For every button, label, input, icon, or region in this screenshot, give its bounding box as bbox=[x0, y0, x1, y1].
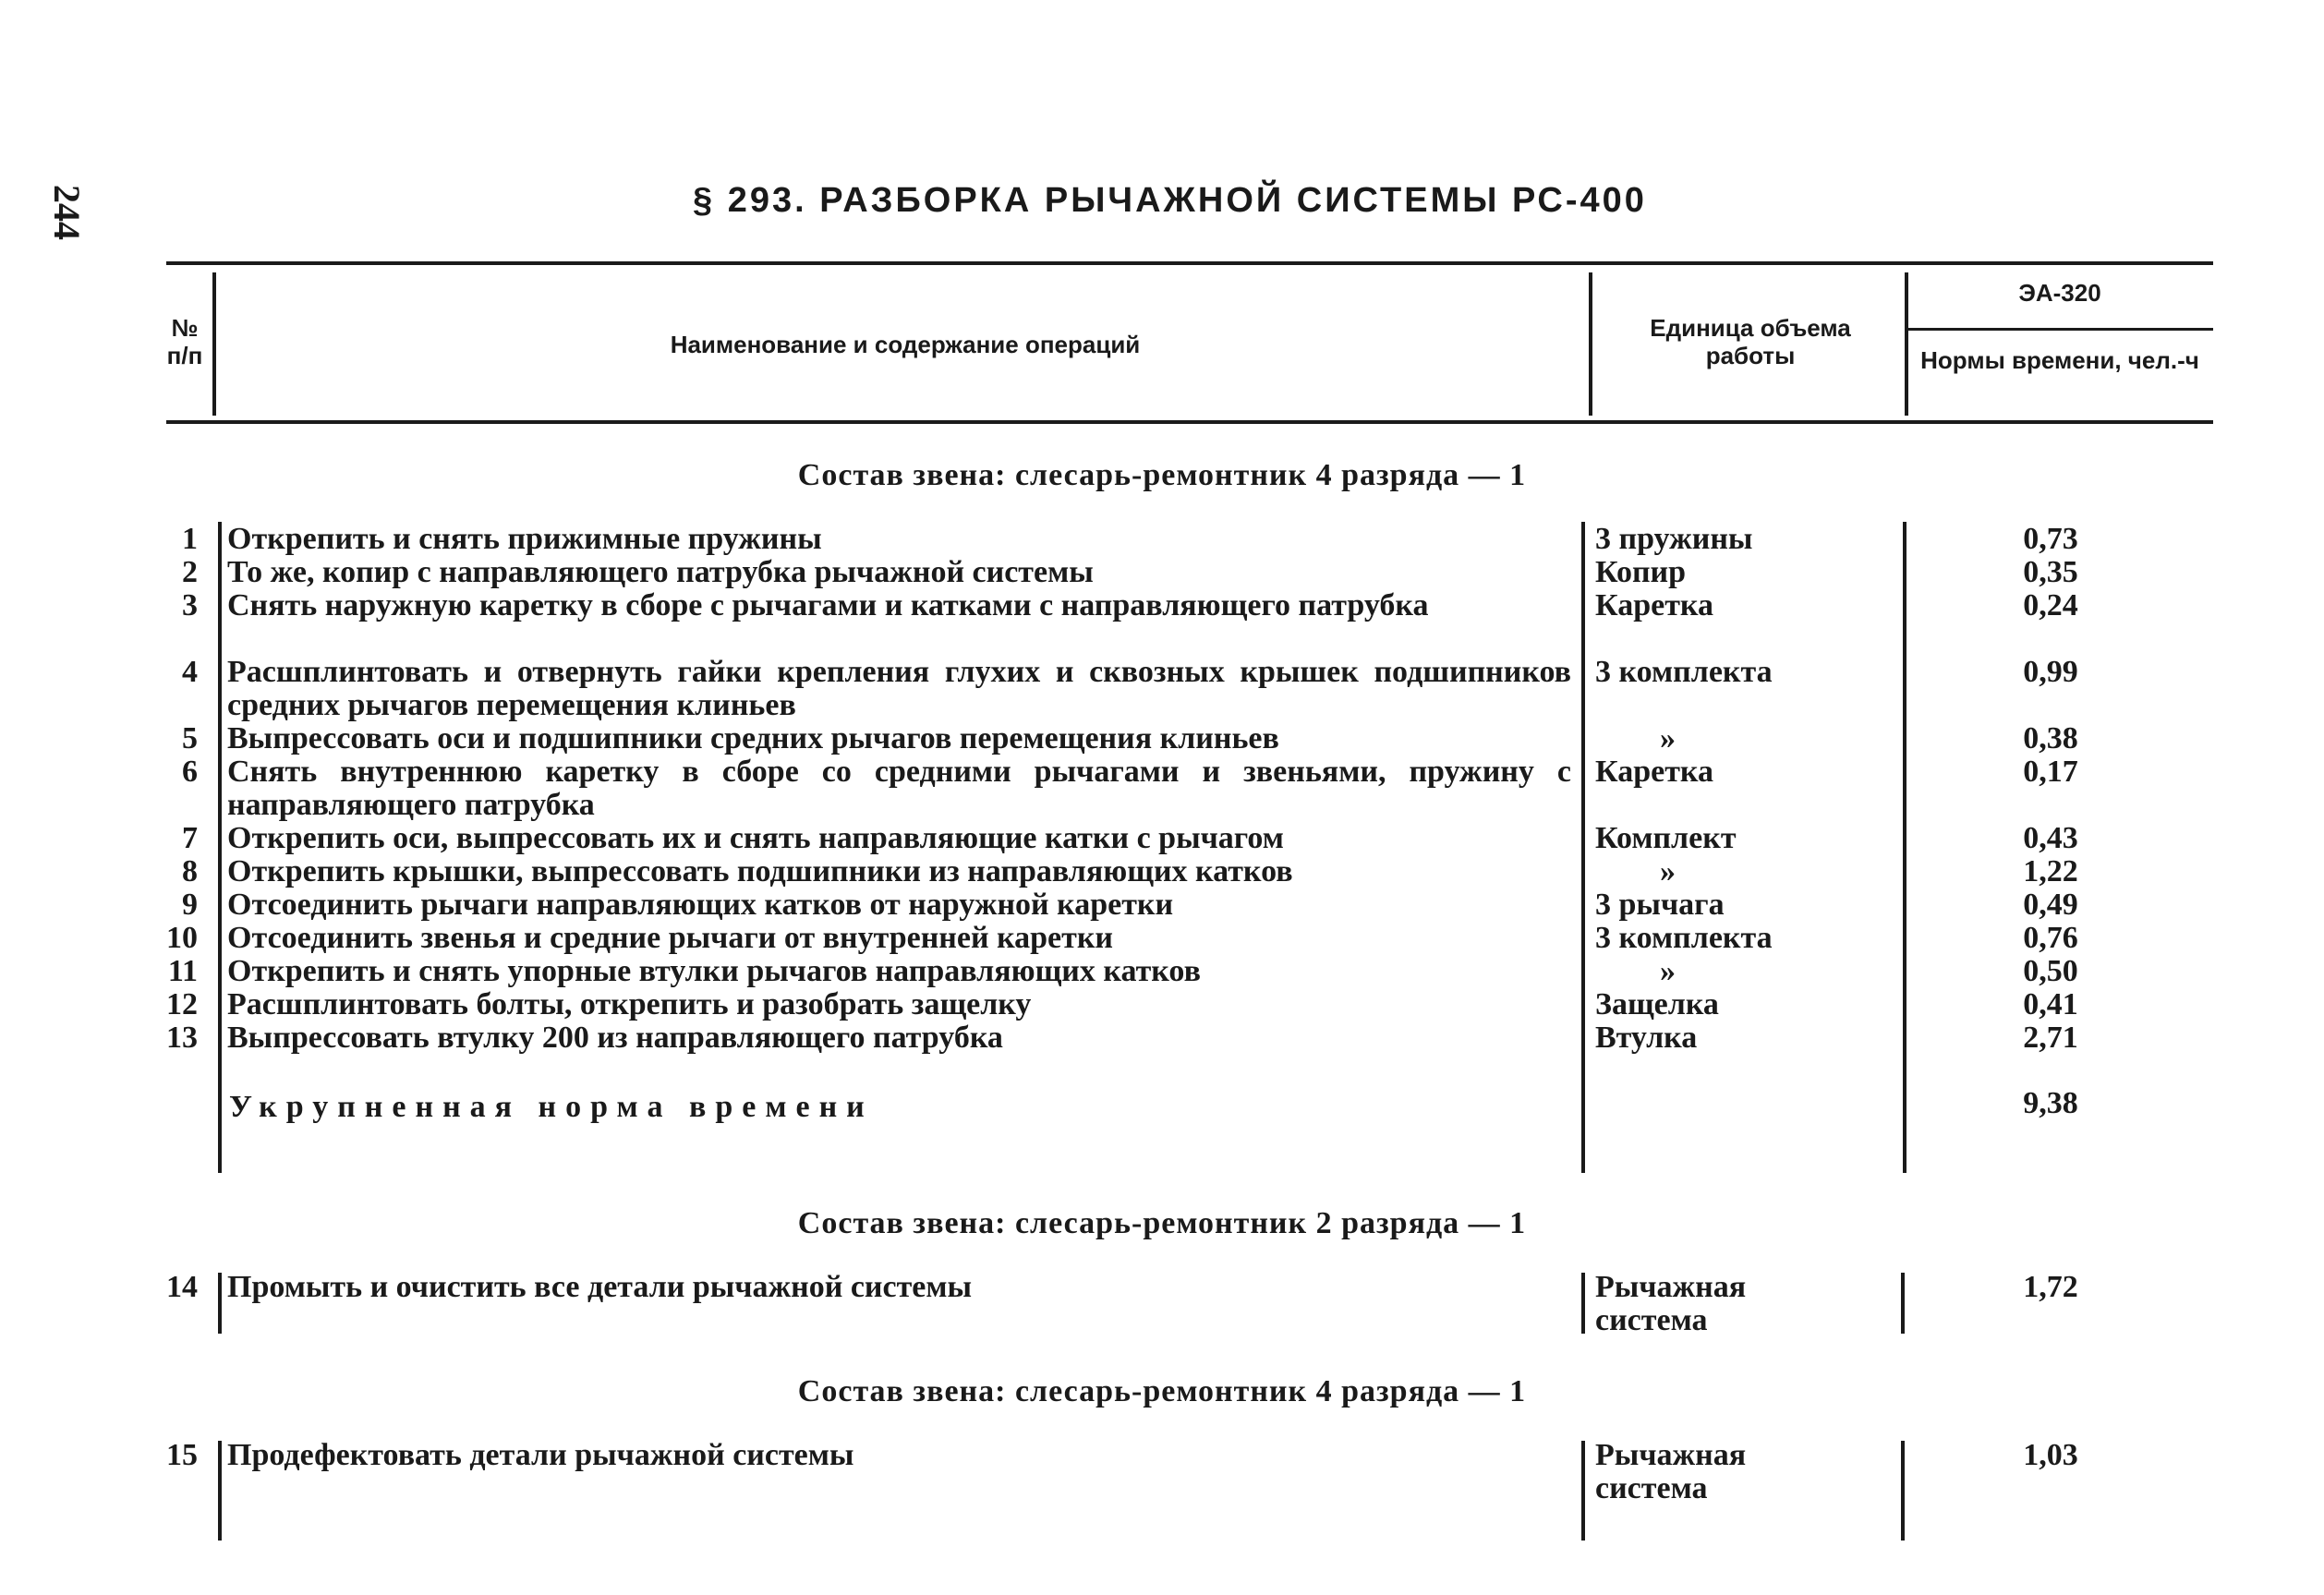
row-unit: » bbox=[1660, 854, 1676, 888]
section-title-1: Состав звена: слесарь-ремонтник 4 разряда — 1 bbox=[797, 458, 1527, 492]
row-norm: 2,71 bbox=[2023, 1021, 2078, 1055]
row-norm: 0,50 bbox=[2023, 954, 2078, 988]
row-num: 14 bbox=[166, 1270, 198, 1304]
row-num: 12 bbox=[166, 987, 198, 1021]
row-num: 11 bbox=[167, 954, 198, 988]
row-name: Отсоединить рычаги направляющих катков от наружной каретки bbox=[227, 888, 1174, 922]
row-num: 3 bbox=[182, 588, 198, 622]
page-title: § 293. РАЗБОРКА РЫЧАЖНОЙ СИСТЕМЫ РС-400 bbox=[693, 181, 1647, 220]
section-title-3: Состав звена: слесарь-ремонтник 4 разряда — 1 bbox=[797, 1374, 1527, 1408]
row-num: 1 bbox=[182, 522, 198, 556]
row-norm: 0,49 bbox=[2023, 888, 2078, 922]
row-name: Расшплинтовать болты, открепить и разобрать защелку bbox=[227, 987, 1032, 1021]
row-name: Открепить и снять прижимные пружины bbox=[227, 522, 822, 556]
section1-divider-name bbox=[1581, 522, 1585, 1173]
section2-divider-name bbox=[1581, 1273, 1585, 1334]
header-name: Наименование и содержание операций bbox=[670, 331, 1141, 358]
header-divider-name bbox=[1589, 272, 1592, 416]
row-name: Открепить крышки, выпрессовать подшипники из направляющих катков bbox=[227, 854, 1293, 888]
row-name: То же, копир с направляющего патрубка рычажной системы bbox=[227, 555, 1094, 589]
row-unit: 3 комплекта bbox=[1595, 921, 1773, 955]
row-num: 2 bbox=[182, 555, 198, 589]
row-norm: 1,22 bbox=[2023, 854, 2078, 888]
section3-divider-unit bbox=[1901, 1441, 1905, 1541]
row-num: 4 bbox=[182, 655, 198, 689]
row-name: Открепить оси, выпрессовать их и снять направляющие катки с рычагом bbox=[227, 821, 1284, 855]
row-norm: 0,73 bbox=[2023, 522, 2078, 556]
section2-divider-unit bbox=[1901, 1273, 1905, 1334]
header-top-rule bbox=[166, 261, 2213, 265]
row-norm: 0,76 bbox=[2023, 921, 2078, 955]
row-name: Снять внутреннюю каретку в сборе со средними рычагами и звеньями, пружину с направляющего патрубка bbox=[227, 755, 1571, 822]
total-label: Укрупненная норма времени bbox=[229, 1090, 874, 1124]
header-norm-split-rule bbox=[1906, 328, 2213, 331]
row-unit: Каретка bbox=[1595, 588, 1713, 622]
row-norm: 1,72 bbox=[2023, 1270, 2078, 1304]
row-norm: 0,35 bbox=[2023, 555, 2078, 589]
row-unit: Копир bbox=[1595, 555, 1687, 589]
row-unit: » bbox=[1660, 721, 1676, 755]
header-divider-num bbox=[212, 272, 216, 416]
row-num: 15 bbox=[166, 1438, 198, 1472]
row-unit: Рычажная система bbox=[1595, 1438, 1747, 1505]
row-norm: 0,41 bbox=[2023, 987, 2078, 1021]
header-bottom-rule bbox=[166, 420, 2213, 424]
row-norm: 0,38 bbox=[2023, 721, 2078, 755]
row-name: Отсоединить звенья и средние рычаги от внутренней каретки bbox=[227, 921, 1114, 955]
row-unit: Рычажная система bbox=[1595, 1270, 1747, 1337]
header-unit: Единица объема работы bbox=[1650, 314, 1851, 369]
row-num: 13 bbox=[166, 1021, 198, 1055]
row-name: Промыть и очистить все детали рычажной системы bbox=[227, 1270, 973, 1304]
row-num: 6 bbox=[182, 755, 198, 789]
row-name: Выпрессовать втулку 200 из направляющего патрубка bbox=[227, 1021, 1003, 1055]
row-unit: » bbox=[1660, 954, 1676, 988]
section3-divider-name bbox=[1581, 1441, 1585, 1541]
row-num: 5 bbox=[182, 721, 198, 755]
row-norm: 0,43 bbox=[2023, 821, 2078, 855]
row-num: 10 bbox=[166, 921, 198, 955]
row-unit: 3 рычага bbox=[1595, 888, 1725, 922]
page-number: 244 bbox=[46, 185, 88, 240]
row-unit: 3 комплекта bbox=[1595, 655, 1773, 689]
header-divider-unit bbox=[1905, 272, 1908, 416]
row-name: Продефектовать детали рычажной системы bbox=[227, 1438, 854, 1472]
row-unit: Комплект bbox=[1595, 821, 1737, 855]
row-norm: 0,24 bbox=[2023, 588, 2078, 622]
row-norm: 0,17 bbox=[2023, 755, 2078, 789]
section3-divider-num bbox=[218, 1441, 222, 1541]
header-norm: Нормы времени, чел.-ч bbox=[1920, 346, 2199, 374]
row-norm: 0,99 bbox=[2023, 655, 2078, 689]
header-machine: ЭА-320 bbox=[2018, 279, 2101, 307]
total-value: 9,38 bbox=[2023, 1086, 2078, 1120]
row-num: 9 bbox=[182, 888, 198, 922]
row-unit: Защелка bbox=[1595, 987, 1719, 1021]
row-name: Выпрессовать оси и подшипники средних рычагов перемещения клиньев bbox=[227, 721, 1279, 755]
row-name: Снять наружную каретку в сборе с рычагами и катками с направляющего патрубка bbox=[227, 588, 1429, 622]
section1-divider-unit bbox=[1903, 522, 1906, 1173]
row-num: 8 bbox=[182, 854, 198, 888]
row-norm: 1,03 bbox=[2023, 1438, 2078, 1472]
row-unit: 3 пружины bbox=[1595, 522, 1753, 556]
header-num: № п/п bbox=[166, 314, 203, 369]
section2-divider-num bbox=[218, 1273, 222, 1334]
row-name: Открепить и снять упорные втулки рычагов направляющих катков bbox=[227, 954, 1201, 988]
section-title-2: Состав звена: слесарь-ремонтник 2 разряда — 1 bbox=[797, 1206, 1527, 1240]
section1-divider-num bbox=[218, 522, 222, 1173]
row-num: 7 bbox=[182, 821, 198, 855]
row-name: Расшплинтовать и отвернуть гайки крепления глухих и сквозных крышек подшипников средних рычагов перемещения клиньев bbox=[227, 655, 1571, 722]
row-unit: Втулка bbox=[1595, 1021, 1698, 1055]
row-unit: Каретка bbox=[1595, 755, 1713, 789]
